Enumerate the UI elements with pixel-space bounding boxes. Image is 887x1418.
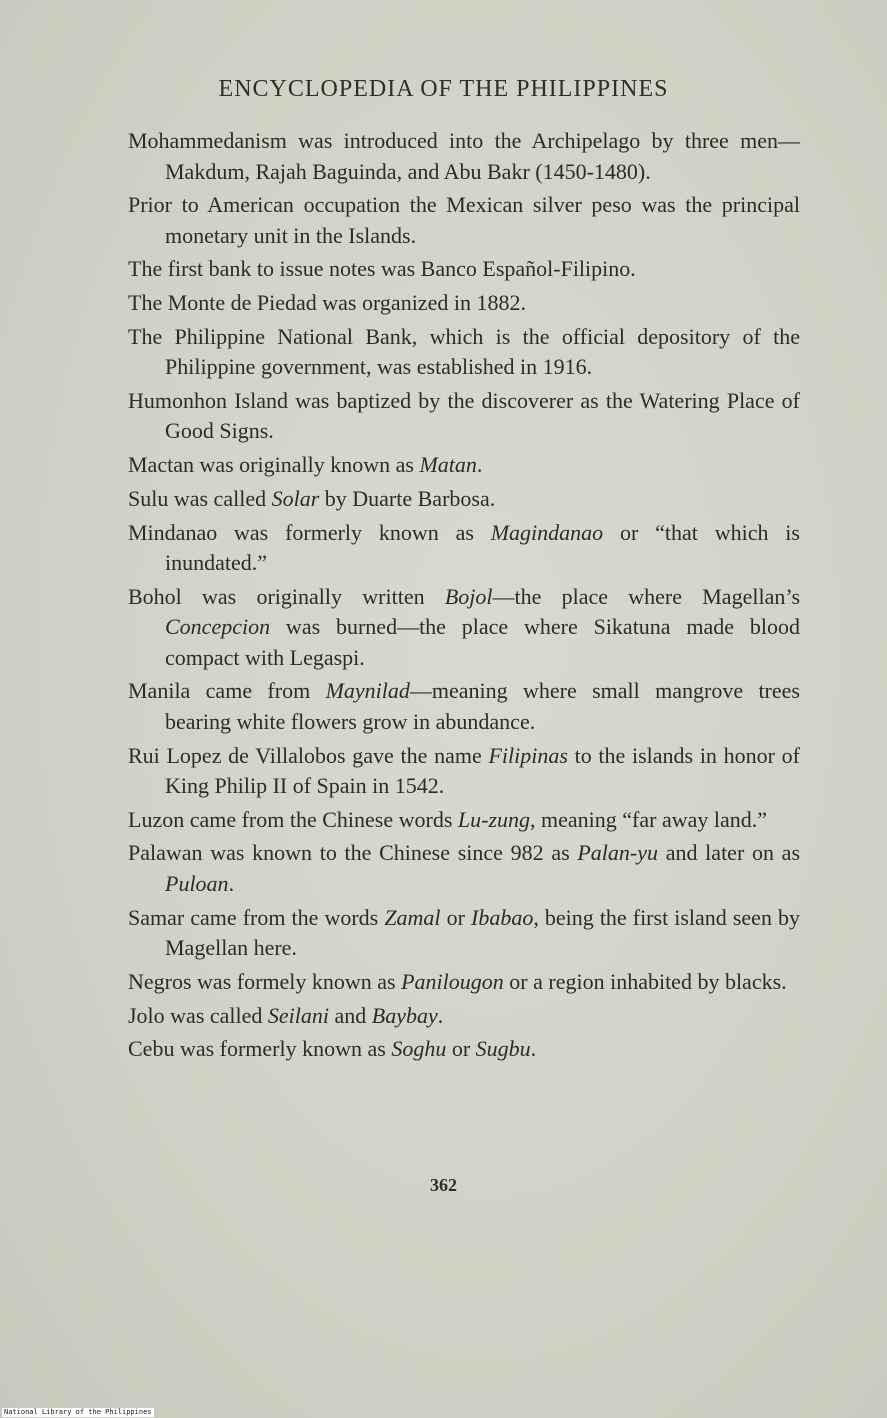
entry-text: or	[440, 904, 471, 930]
italic-term: Seilani	[267, 1002, 330, 1028]
entry-paragraph	[128, 838, 800, 899]
entry-text: The Philippine National Bank, which is the official depository of the Philippine government, was established in 1916.	[128, 323, 800, 380]
entry-paragraph	[128, 254, 800, 285]
italic-term: Bojol	[444, 583, 493, 609]
italic-term: Baybay	[371, 1002, 438, 1028]
entry-paragraph	[128, 322, 800, 383]
entry-text: Humonhon Island was baptized by the discoverer as the Watering Place of Good Signs.	[128, 387, 800, 444]
entry-paragraph	[128, 450, 800, 481]
entry-paragraph	[128, 676, 800, 737]
entry-text: Mactan was originally known as	[128, 452, 420, 478]
italic-term: Magindanao	[490, 519, 604, 545]
italic-term: Palan-yu	[577, 840, 659, 866]
entry-text: by Duarte Barbosa.	[319, 485, 496, 511]
entry-text: —the place where Magellan’s	[492, 583, 801, 609]
entry-paragraph	[128, 582, 800, 674]
entry-text: Luzon came from the Chinese words	[128, 806, 458, 832]
entry-paragraph	[128, 903, 800, 964]
entry-text: , meaning “far away land.”	[530, 806, 768, 832]
entry-text: Samar came from the words	[128, 904, 385, 930]
entry-text: .	[228, 870, 235, 896]
entry-list	[128, 126, 800, 1068]
entry-text: Manila came from	[128, 678, 326, 704]
page-number: 362	[430, 1175, 457, 1195]
entry-text: was burned—the place where Sikatuna made blood compact with Legaspi.	[165, 614, 800, 670]
entry-text: or “that which is inundated.”	[165, 519, 800, 575]
italic-term: Zamal	[384, 904, 441, 930]
entry-text: Cebu was formerly known as	[128, 1036, 392, 1062]
italic-term: Solar	[271, 485, 320, 511]
entry-text: , being the first island seen by Magellan here.	[165, 904, 800, 961]
entry-text: Mohammedanism was introduced into the Archipelago by three men—Makdum, Rajah Baguinda, and Abu Bakr (1450-1480).	[128, 128, 800, 184]
entry-text: and	[329, 1002, 372, 1028]
entry-text: Negros was formely known as	[128, 968, 402, 994]
entry-text: .	[476, 452, 483, 478]
italic-term: Sugbu	[475, 1036, 531, 1062]
entry-paragraph	[128, 288, 800, 319]
entry-paragraph	[128, 386, 800, 447]
library-credit: National Library of the Philippines	[4, 1408, 152, 1416]
entry-text: Sulu was called	[128, 485, 272, 511]
italic-term: Ibabao	[471, 904, 534, 930]
italic-term: Lu-zung	[457, 806, 531, 832]
entry-text: Rui Lopez de Villalobos gave the name	[128, 742, 489, 768]
entry-text: or	[446, 1036, 476, 1062]
entry-text: Palawan was known to the Chinese since 982 as	[128, 840, 578, 866]
entry-text: .	[437, 1002, 444, 1028]
entry-paragraph	[128, 1001, 800, 1032]
entry-paragraph	[128, 967, 800, 998]
italic-term: Concepcion	[165, 614, 271, 640]
italic-term: Matan	[419, 452, 477, 478]
italic-term: Filipinas	[488, 742, 568, 768]
entry-text: .	[530, 1036, 537, 1062]
entry-text: —meaning where small mangrove trees bearing white flowers grow in abundance.	[165, 678, 800, 734]
entry-paragraph	[128, 190, 800, 251]
italic-term: Maynilad	[325, 678, 410, 704]
entry-text: Prior to American occupation the Mexican silver peso was the principal monetary unit in the Islands.	[128, 192, 800, 248]
entry-text: Jolo was called	[128, 1002, 268, 1028]
entry-text: The first bank to issue notes was Banco Español-Filipino.	[128, 256, 636, 282]
entry-paragraph	[128, 518, 800, 579]
entry-text: Bohol was originally written	[128, 583, 445, 609]
entry-text: or a region inhabited by blacks.	[503, 968, 787, 994]
entry-paragraph	[128, 741, 800, 802]
entry-paragraph	[128, 1034, 800, 1065]
entry-paragraph	[128, 126, 800, 187]
italic-term: Soghu	[391, 1036, 447, 1062]
entry-paragraph	[128, 484, 800, 515]
entry-paragraph	[128, 805, 800, 836]
entry-text: and later on as	[658, 840, 800, 866]
entry-text: to the islands in honor of King Philip II of Spain in 1542.	[165, 742, 800, 799]
italic-term: Panilougon	[401, 968, 504, 994]
running-header: ENCYCLOPEDIA OF THE PHILIPPINES	[218, 76, 669, 102]
italic-term: Puloan	[165, 870, 229, 896]
entry-text: Mindanao was formerly known as	[128, 519, 491, 545]
entry-text: The Monte de Piedad was organized in 1882.	[128, 290, 526, 316]
